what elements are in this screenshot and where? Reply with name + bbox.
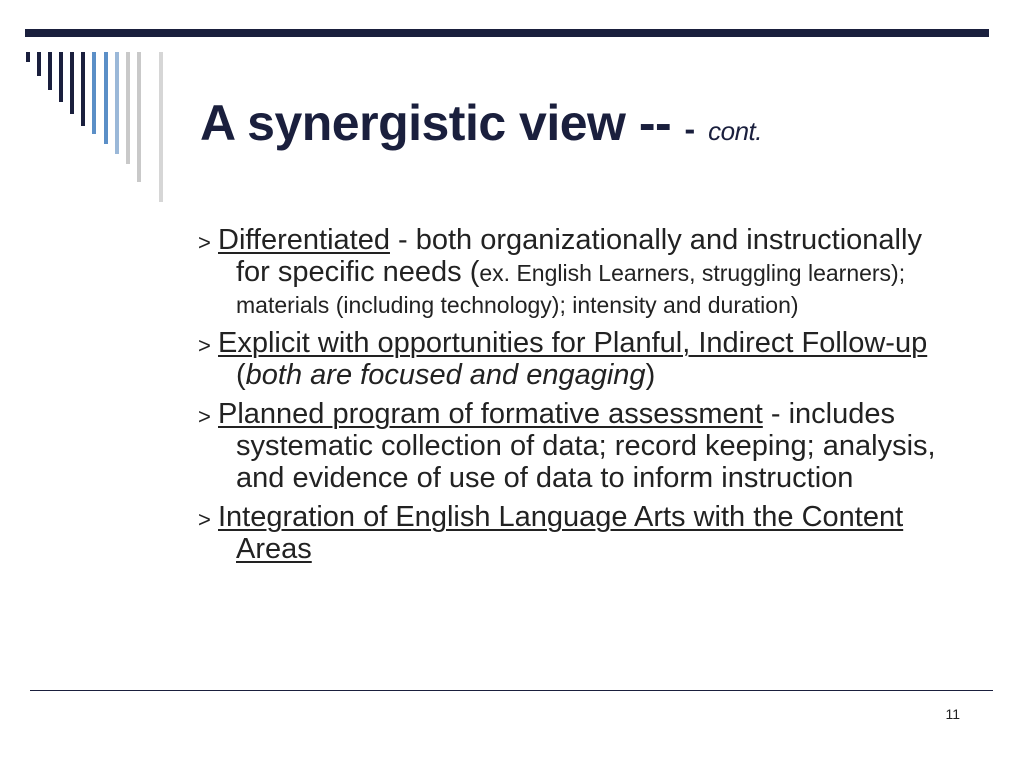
bullet-text: - both organizationally and instructionally for specific needs ( bbox=[236, 224, 922, 288]
bullet-item-differentiated bbox=[198, 224, 958, 320]
decor-bar bbox=[92, 52, 96, 134]
bullet-marker: > bbox=[198, 333, 211, 358]
bullet-italic-text: both are focused and engaging bbox=[245, 359, 646, 391]
decor-bar bbox=[26, 52, 30, 62]
slide-title-main: A synergistic view -- bbox=[200, 95, 672, 151]
bullet-text: - includes systematic collection of data; record keeping; analysis, and evidence of use of data to inform instruction bbox=[236, 398, 936, 494]
decor-bar bbox=[70, 52, 74, 114]
decorative-bars bbox=[0, 0, 200, 220]
bullet-subtext: ex. English Learners, struggling learners); materials (including technology); intensity and duration) bbox=[236, 260, 906, 318]
bullet-item-explicit bbox=[198, 327, 958, 391]
decor-bar bbox=[81, 52, 85, 126]
decor-bar bbox=[159, 52, 163, 202]
decor-bar bbox=[37, 52, 41, 76]
slide-title bbox=[200, 94, 762, 152]
bullet-marker: > bbox=[198, 230, 211, 255]
decor-bar bbox=[59, 52, 63, 102]
bullet-marker: > bbox=[198, 507, 211, 532]
slide-title-cont: cont. bbox=[708, 116, 762, 146]
decor-bar bbox=[48, 52, 52, 90]
bullet-paren-close: ) bbox=[645, 359, 656, 391]
bullet-link-differentiated[interactable]: Differentiated bbox=[218, 224, 390, 256]
bullet-paren-open: ( bbox=[236, 359, 246, 391]
decor-bar bbox=[115, 52, 119, 154]
bullet-item-integration bbox=[198, 501, 958, 565]
bullet-marker: > bbox=[198, 404, 211, 429]
bullet-link-integration[interactable]: Integration of English Language Arts with the Content Areas bbox=[218, 501, 904, 565]
bullet-link-explicit[interactable]: Explicit with opportunities for Planful, Indirect Follow-up bbox=[218, 327, 928, 359]
slide-title-dash: - bbox=[684, 111, 695, 147]
bullet-item-formative-assessment bbox=[198, 398, 958, 494]
bullet-list bbox=[198, 224, 958, 572]
page-number: 11 bbox=[945, 706, 960, 722]
decor-bar bbox=[104, 52, 108, 144]
decor-bar bbox=[137, 52, 141, 182]
bullet-link-formative-assessment[interactable]: Planned program of formative assessment bbox=[218, 398, 763, 430]
decor-bar bbox=[126, 52, 130, 164]
footer-rule bbox=[30, 690, 993, 691]
